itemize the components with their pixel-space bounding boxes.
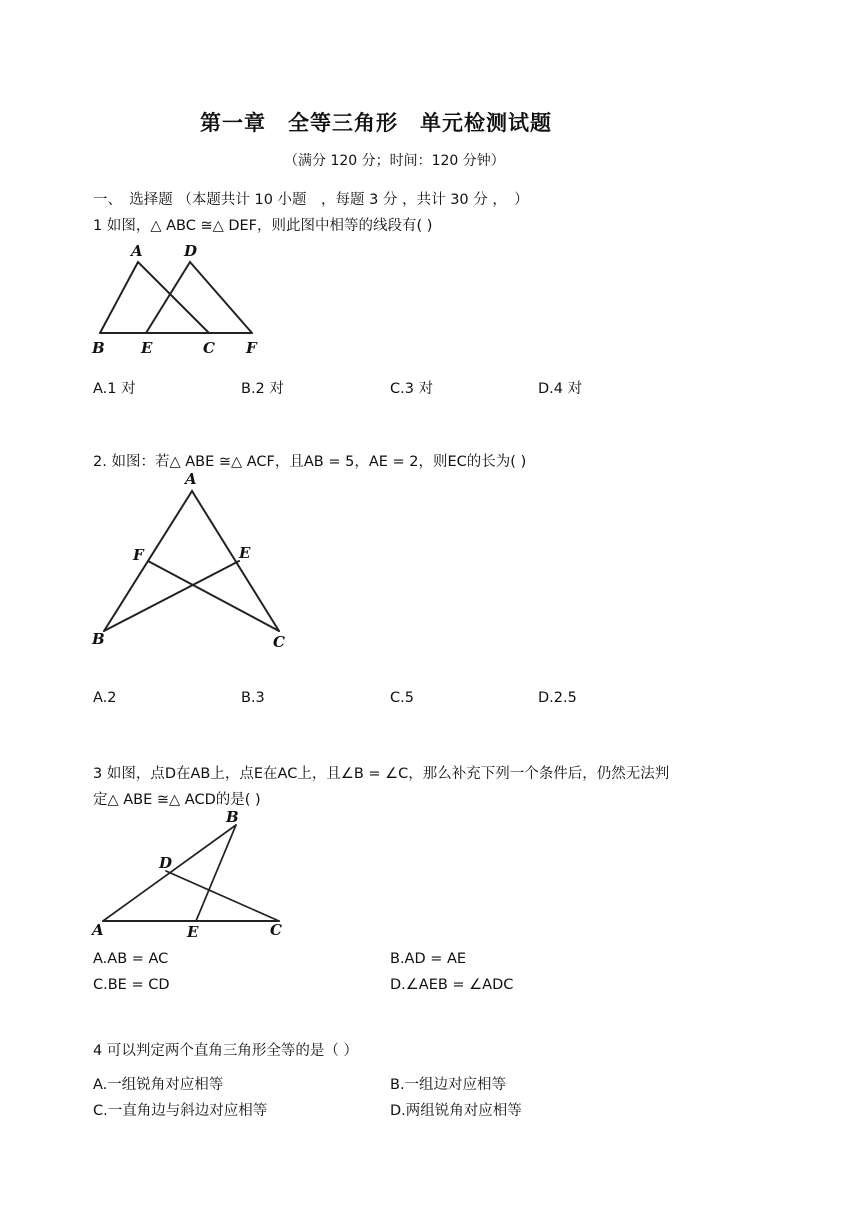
q1-option-b: B.2 对 <box>241 381 284 397</box>
q3-text-line1: 3 如图，点D在AB上，点E在AC上，且∠B = ∠C，那么补充下列一个条件后，仍然无法判 <box>93 766 670 782</box>
section-heading: 一、 选择题 （本题共计 10 小题 ，每题 3 分 ，共计 30 分 ， ） <box>93 192 529 208</box>
page-subtitle: （满分 120 分；时间：120 分钟） <box>284 153 505 169</box>
q4-text: 4 可以判定两个直角三角形全等的是（ ） <box>93 1043 358 1059</box>
q2-option-b: B.3 <box>241 690 265 706</box>
q3-label-c: C <box>270 921 282 939</box>
q1-option-d: D.4 对 <box>538 381 583 397</box>
q2-label-c: C <box>273 633 285 651</box>
q3-label-b: B <box>226 808 239 826</box>
q3-option-a: A.AB = AC <box>93 951 169 967</box>
q1-label-e: E <box>141 339 153 357</box>
q3-label-d: D <box>159 854 173 872</box>
q1-label-c: C <box>203 339 215 357</box>
q1-text: 1 如图，△ ABC ≅△ DEF，则此图中相等的线段有( ) <box>93 218 433 234</box>
q4-option-c: C.一直角边与斜边对应相等 <box>93 1103 268 1119</box>
q1-label-a: A <box>131 242 143 260</box>
q2-label-a: A <box>185 470 197 488</box>
q3-option-b: B.AD = AE <box>390 951 467 967</box>
q4-option-d: D.两组锐角对应相等 <box>390 1103 522 1119</box>
q2-text: 2. 如图：若△ ABE ≅△ ACF，且AB = 5，AE = 2，则EC的长为( ) <box>93 454 527 470</box>
page-title: 第一章 全等三角形 单元检测试题 <box>200 111 552 135</box>
q2-label-e: E <box>239 544 251 562</box>
q1-label-d: D <box>184 242 198 260</box>
q4-option-a: A.一组锐角对应相等 <box>93 1077 224 1093</box>
q2-option-c: C.5 <box>390 690 414 706</box>
q3-figure <box>0 0 320 945</box>
q3-option-d: D.∠AEB = ∠ADC <box>390 977 514 993</box>
q2-option-a: A.2 <box>93 690 117 706</box>
q3-option-c: C.BE = CD <box>93 977 170 993</box>
q3-label-e: E <box>187 923 199 941</box>
q3-segment-dc <box>166 871 279 921</box>
q4-option-b: B.一组边对应相等 <box>390 1077 507 1093</box>
q1-option-a: A.1 对 <box>93 381 136 397</box>
q3-label-a: A <box>92 921 104 939</box>
q2-option-d: D.2.5 <box>538 690 577 706</box>
q2-label-b: B <box>92 630 105 648</box>
q2-label-f: F <box>133 546 144 564</box>
q1-option-c: C.3 对 <box>390 381 434 397</box>
q3-text-line2: 定△ ABE ≅△ ACD的是( ) <box>93 792 261 808</box>
q1-label-f: F <box>246 339 257 357</box>
q1-label-b: B <box>92 339 105 357</box>
